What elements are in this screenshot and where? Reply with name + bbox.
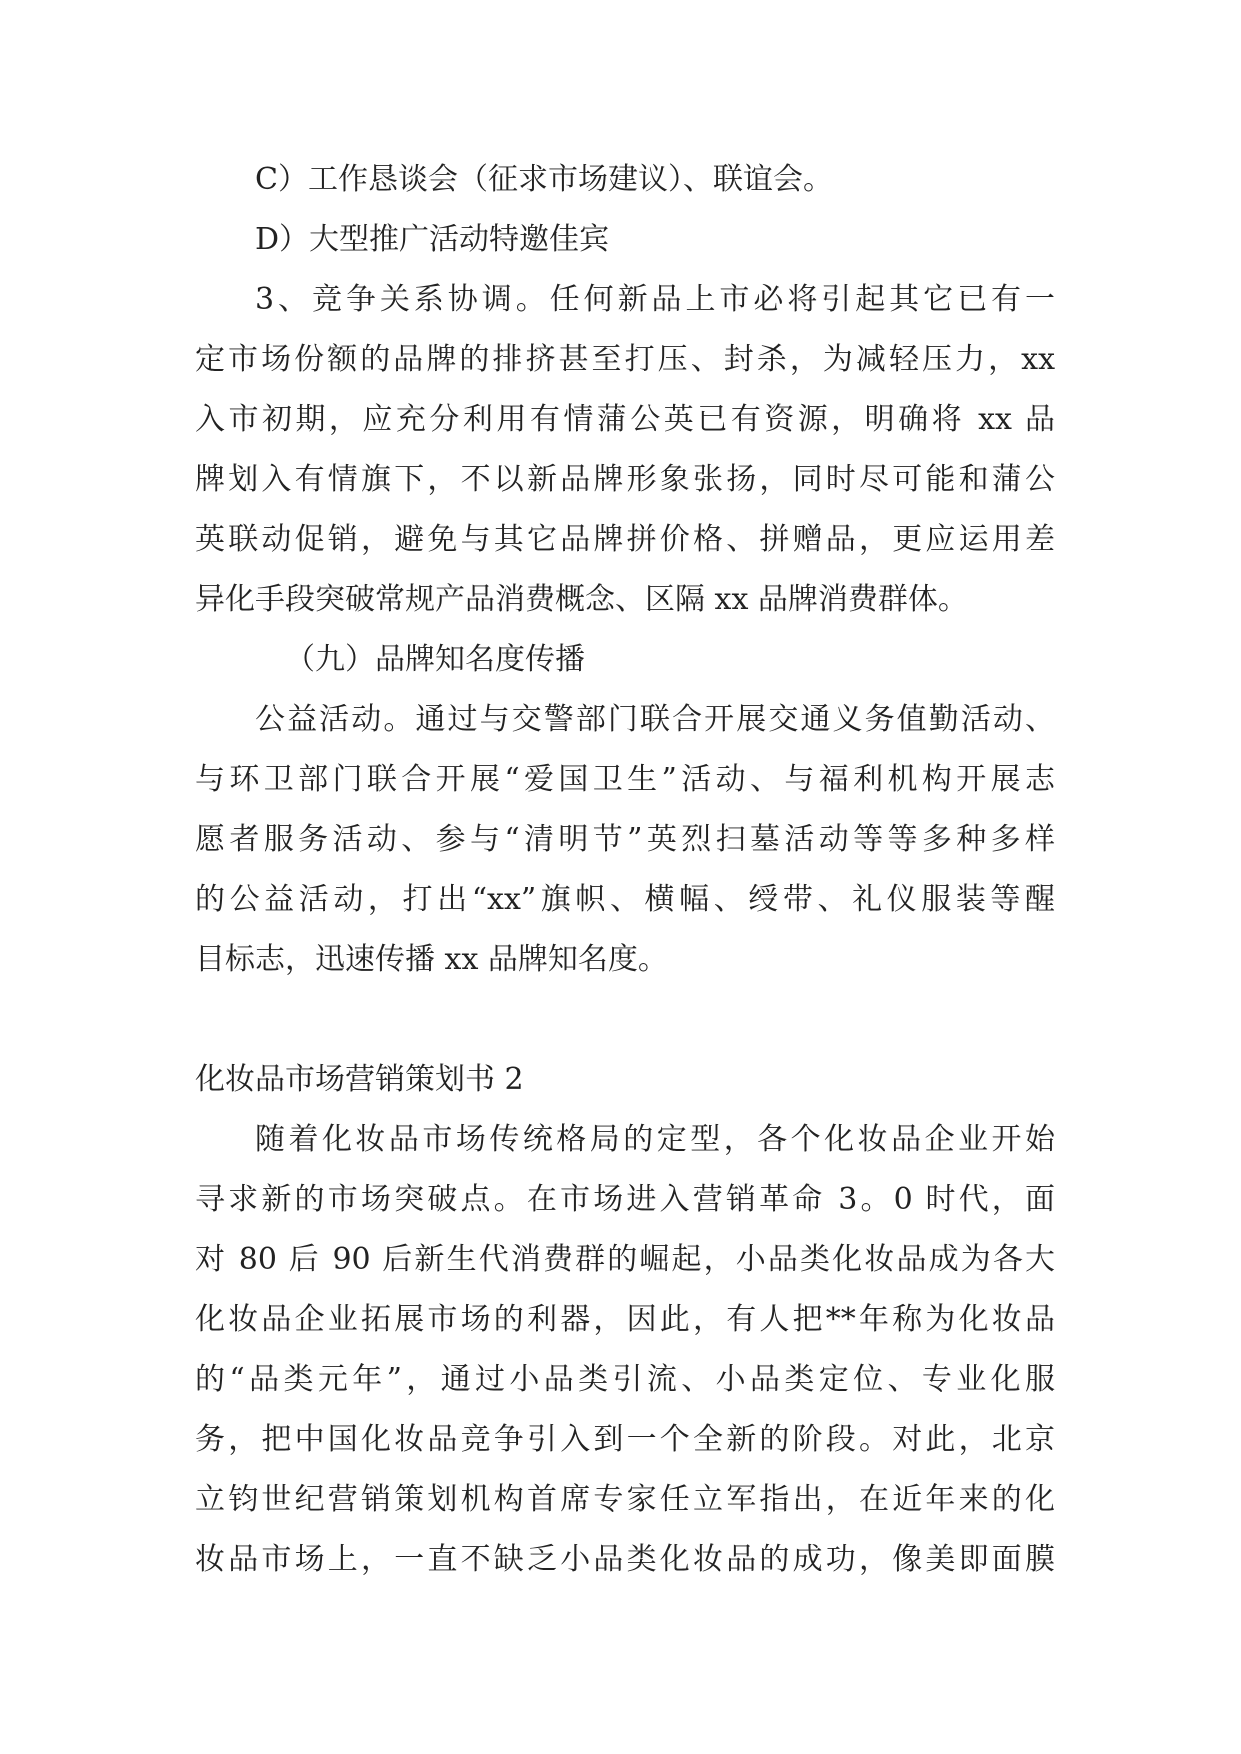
paragraph-line: 入市初期，应充分利用有情蒲公英已有资源，明确将 xx 品 (195, 402, 1055, 437)
document-body (195, 150, 1055, 1590)
paragraph-line: （九）品牌知名度传播 (285, 642, 585, 677)
paragraph-line: 3、竞争关系协调。任何新品上市必将引起其它已有一 (255, 282, 1055, 317)
paragraph-line: 妆品市场上，一直不缺乏小品类化妆品的成功，像美即面膜 (195, 1542, 1055, 1577)
paragraph-line: 立钧世纪营销策划机构首席专家任立军指出，在近年来的化 (195, 1482, 1055, 1517)
paragraph-line: C）工作恳谈会（征求市场建议）、联谊会。 (255, 162, 833, 197)
paragraph-line: 目标志，迅速传播 xx 品牌知名度。 (195, 942, 668, 977)
paragraph-line: 务，把中国化妆品竞争引入到一个全新的阶段。对此，北京 (195, 1422, 1055, 1457)
paragraph-line: 的“品类元年”，通过小品类引流、小品类定位、专业化服 (195, 1362, 1055, 1397)
section-title: 化妆品市场营销策划书 2 (195, 1062, 524, 1097)
paragraph-line: 的公益活动，打出“xx”旗帜、横幅、绶带、礼仪服装等醒 (195, 882, 1055, 917)
paragraph-line: 随着化妆品市场传统格局的定型，各个化妆品企业开始 (255, 1122, 1055, 1157)
paragraph-line: 寻求新的市场突破点。在市场进入营销革命 3。0 时代，面 (195, 1182, 1055, 1217)
paragraph-line: D）大型推广活动特邀佳宾 (255, 222, 610, 257)
paragraph-line: 与环卫部门联合开展“爱国卫生”活动、与福利机构开展志 (195, 762, 1055, 797)
section-brand-activities (195, 150, 1055, 990)
paragraph-line: 异化手段突破常规产品消费概念、区隔 xx 品牌消费群体。 (195, 582, 968, 617)
paragraph-line: 定市场份额的品牌的排挤甚至打压、封杀，为减轻压力，xx (195, 342, 1055, 377)
section-marketing-plan-2 (195, 1110, 1055, 1590)
section-gap (195, 990, 1055, 1050)
paragraph-line: 化妆品企业拓展市场的利器，因此，有人把**年称为化妆品 (195, 1302, 1055, 1337)
paragraph-line: 公益活动。通过与交警部门联合开展交通义务值勤活动、 (255, 702, 1055, 737)
paragraph-line: 牌划入有情旗下，不以新品牌形象张扬，同时尽可能和蒲公 (195, 462, 1055, 497)
paragraph-line: 英联动促销，避免与其它品牌拼价格、拼赠品，更应运用差 (195, 522, 1055, 557)
paragraph-line: 愿者服务活动、参与“清明节”英烈扫墓活动等等多种多样 (195, 822, 1055, 857)
paragraph-line: 对 80 后 90 后新生代消费群的崛起，小品类化妆品成为各大 (195, 1242, 1055, 1277)
